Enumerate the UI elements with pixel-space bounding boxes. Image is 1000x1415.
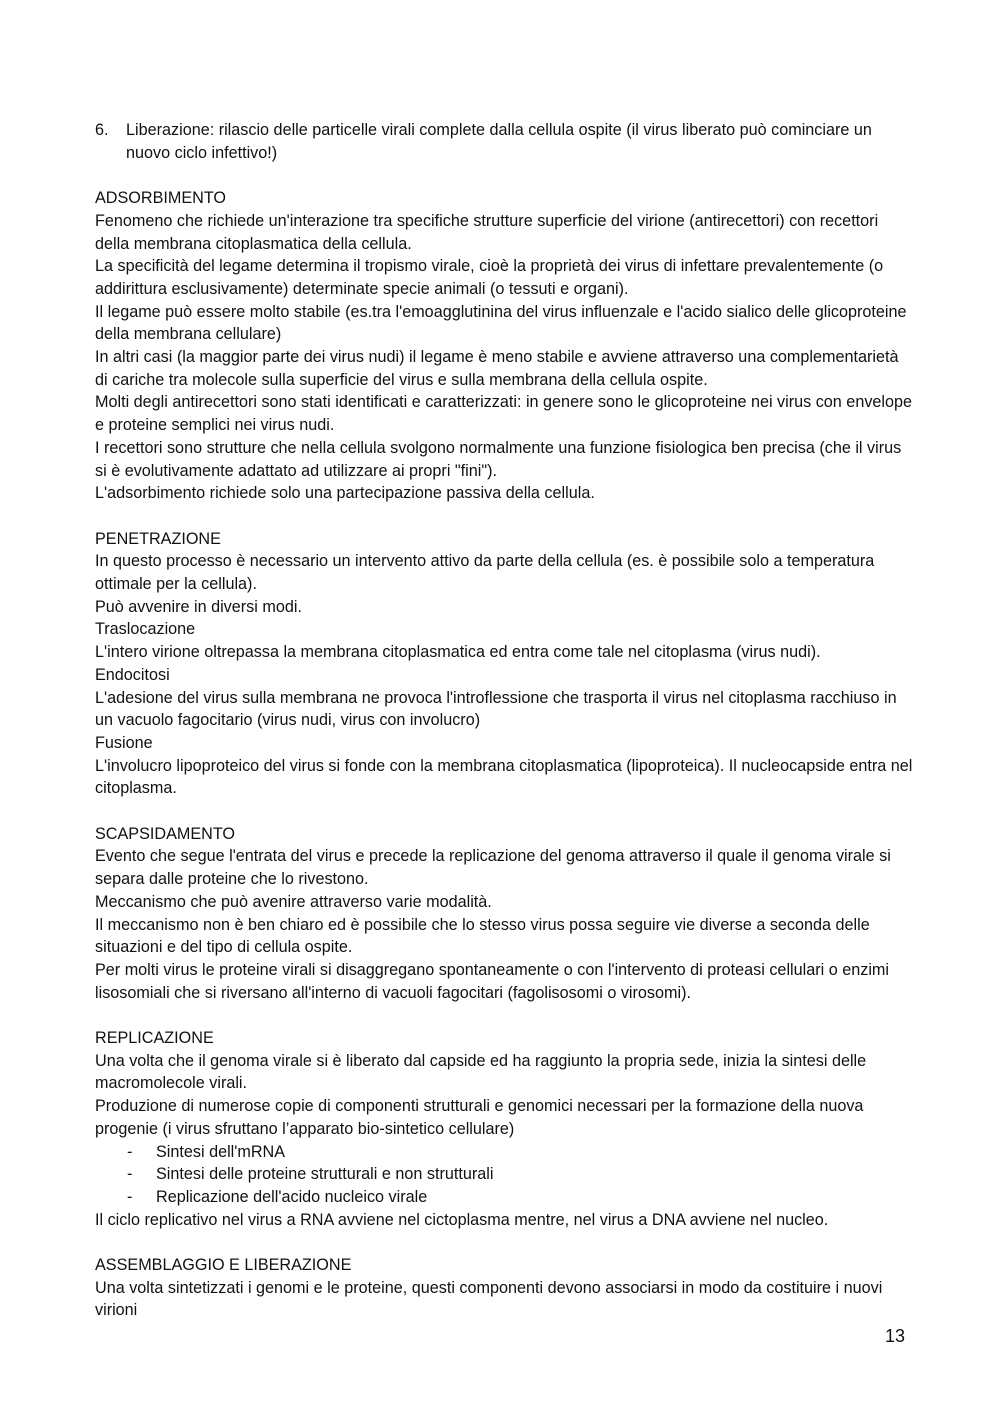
- paragraph: Il meccanismo non è ben chiaro ed è possibile che lo stesso virus possa seguire vie diverse a seconda delle situazioni e del tipo di cellula ospite.: [95, 915, 870, 957]
- section-heading: REPLICAZIONE: [95, 1029, 214, 1048]
- section-heading: PENETRAZIONE: [95, 529, 221, 548]
- list-item-text: Sintesi dell'mRNA: [156, 1142, 286, 1161]
- bullet-marker: -: [127, 1142, 133, 1161]
- bullet-list: [95, 1141, 915, 1209]
- paragraph: In questo processo è necessario un intervento attivo da parte della cellula (es. è possibile solo a temperatura ottimale per la cellula).: [95, 552, 875, 594]
- list-item: [95, 1141, 915, 1164]
- section-heading: ASSEMBLAGGIO E LIBERAZIONE: [95, 1256, 352, 1275]
- paragraph: Può avvenire in diversi modi.: [95, 597, 302, 616]
- paragraph: Il ciclo replicativo nel virus a RNA avviene nel cictoplasma mentre, nel virus a DNA avviene nel nucleo.: [95, 1210, 829, 1229]
- section-adsorbimento: [95, 187, 915, 505]
- section-replicazione: [95, 1027, 915, 1231]
- bullet-marker: -: [127, 1187, 133, 1206]
- paragraph: Una volta sintetizzati i genomi e le proteine, questi componenti devono associarsi in modo da costituire i nuovi virioni: [95, 1278, 883, 1320]
- paragraph: Fenomeno che richiede un'interazione tra specifiche strutture superficie del virione (antirecettori) con recettori della membrana citoplasmatica della cellula.: [95, 211, 879, 253]
- paragraph: La specificità del legame determina il tropismo virale, cioè la proprietà dei virus di infettare prevalentemente (o addirittura esclusivamente) determinate specie animali (o tessuti e organi).: [95, 257, 884, 298]
- list-item: [95, 1163, 915, 1186]
- paragraph: L'intero virione oltrepassa la membrana citoplasmatica ed entra come tale nel citoplasma (virus nudi).: [95, 643, 821, 662]
- section-assemblaggio: [95, 1254, 915, 1322]
- numbered-item: [95, 119, 915, 164]
- section-scapsidamento: [95, 823, 915, 1005]
- subheading: Endocitosi: [95, 665, 170, 684]
- page-number: 13: [885, 1326, 906, 1346]
- bullet-marker: -: [127, 1165, 133, 1184]
- paragraph: L'adesione del virus sulla membrana ne provoca l'introflessione che trasporta il virus nel citoplasma racchiuso in un vacuolo fagocitario (virus nudi, virus con involucro): [95, 688, 897, 730]
- paragraph: Una volta che il genoma virale si è liberato dal capside ed ha raggiunto la propria sede, inizia la sintesi delle macromolecole virali.: [95, 1051, 867, 1093]
- section-penetrazione: [95, 528, 915, 800]
- item-number: 6.: [95, 121, 109, 139]
- paragraph: In altri casi (la maggior parte dei virus nudi) il legame è meno stabile e avviene attraverso una complementarietà di cariche tra molecole sulla superficie del virus e sulla membrana della cellula ospite.: [95, 348, 899, 389]
- item-text: Liberazione: rilascio delle particelle virali complete dalla cellula ospite (il virus liberato può cominciare un nuovo ciclo infettivo!): [126, 121, 872, 162]
- paragraph: Il legame può essere molto stabile (es.tra l'emoagglutinina del virus influenzale e l'acido sialico delle glicoproteine della membrana cellulare): [95, 302, 907, 344]
- list-item-text: Replicazione dell'acido nucleico virale: [156, 1187, 428, 1206]
- paragraph: L'adsorbimento richiede solo una partecipazione passiva della cellula.: [95, 484, 595, 503]
- list-item: [95, 1186, 915, 1209]
- paragraph: Molti degli antirecettori sono stati identificati e caratterizzati: in genere sono le glicoproteine nei virus con envelope e proteine semplici nei virus nudi.: [95, 393, 913, 435]
- paragraph: Per molti virus le proteine virali si disaggregano spontaneamente o con l'intervento di proteasi cellulari o enzimi lisosomiali che si riversano all'interno di vacuoli fagocitari (fagolisosomi o virosomi).: [95, 960, 889, 1002]
- paragraph: Evento che segue l'entrata del virus e precede la replicazione del genoma attraverso il quale il genoma virale si separa dalle proteine che lo rivestono.: [95, 847, 891, 889]
- subheading: Traslocazione: [95, 620, 196, 639]
- paragraph: Meccanismo che può avenire attraverso varie modalità.: [95, 892, 492, 911]
- document-body: [95, 119, 915, 1322]
- paragraph: I recettori sono strutture che nella cellula svolgono normalmente una funzione fisiologica ben precisa (che il virus si è evolutivamente adattato ad utilizzare ai propri "fini").: [95, 438, 902, 480]
- section-heading: SCAPSIDAMENTO: [95, 824, 236, 843]
- subheading: Fusione: [95, 733, 153, 752]
- section-heading: ADSORBIMENTO: [95, 189, 227, 208]
- list-item-text: Sintesi delle proteine strutturali e non strutturali: [156, 1165, 494, 1184]
- paragraph: Produzione di numerose copie di componenti strutturali e genomici necessari per la formazione della nuova progenie (i virus sfruttano l’apparato bio-sintetico cellulare): [95, 1097, 864, 1138]
- paragraph: L'involucro lipoproteico del virus si fonde con la membrana citoplasmatica (lipoproteica). Il nucleocapside entra nel citoplasma.: [95, 756, 913, 798]
